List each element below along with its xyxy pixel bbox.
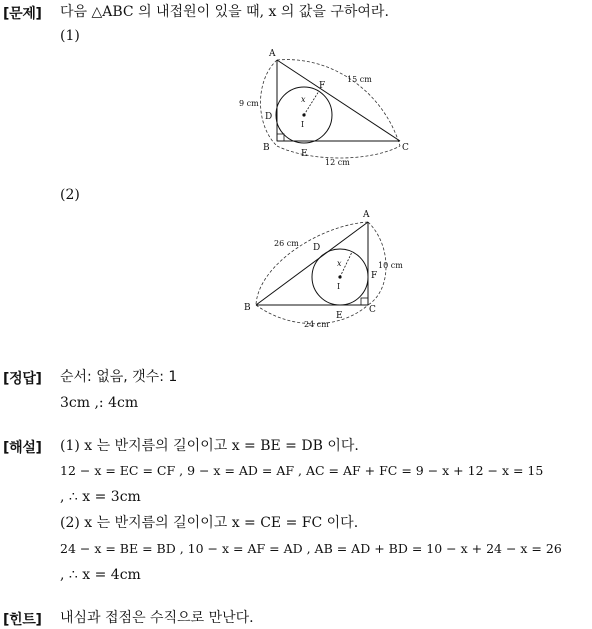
- solution-line-5: 24 − x = BE = BD , 10 − x = AF = AD , AB = AD + BD = 10 − x + 24 − x = 26: [60, 541, 562, 556]
- fig1-B: B: [263, 143, 270, 153]
- fig2-D: D: [313, 243, 321, 253]
- fig1-x: x: [301, 95, 306, 104]
- fig1-E: E: [301, 149, 308, 159]
- fig2-F: F: [371, 271, 378, 281]
- solution-line-2: 12 − x = EC = CF , 9 − x = AD = AF , AC = AF + FC = 9 − x + 12 − x = 15: [60, 463, 544, 478]
- fig2-x: x: [337, 259, 342, 268]
- fig2-I: I: [337, 282, 341, 291]
- fig2-len-bc: 24 cm: [304, 320, 329, 329]
- fig1-C: C: [402, 143, 409, 153]
- hint-text: 내심과 접점은 수직으로 만난다.: [60, 610, 254, 626]
- solution-tag: [해설]: [3, 440, 42, 456]
- fig2-C: C: [369, 305, 376, 315]
- fig1-D: D: [265, 112, 273, 122]
- solution-line-1: (1) x 는 반지름의 길이이고 x = BE = DB 이다.: [60, 438, 359, 454]
- fig2-B: B: [244, 303, 251, 313]
- hint-tag: [힌트]: [3, 612, 42, 628]
- answer-line-2: 3cm ,: 4cm: [60, 395, 139, 411]
- arc-ab: [261, 60, 278, 146]
- answer-line-1: 순서: 없음, 갯수: 1: [60, 369, 178, 385]
- fig1-I: I: [301, 120, 305, 129]
- solution-line-6: , ∴ x = 4cm: [60, 567, 141, 583]
- solution-line-4: (2) x 는 반지름의 길이이고 x = CE = FC 이다.: [60, 515, 359, 531]
- answer-tag: [정답]: [3, 371, 42, 387]
- problem-tag: [문제]: [3, 6, 42, 22]
- fig2-A: A: [363, 210, 370, 220]
- part2-label: (2): [60, 187, 80, 203]
- arc-bc: [277, 146, 400, 158]
- fig2-len-ac: 10 cm: [378, 261, 403, 270]
- figure-2: [238, 205, 418, 333]
- fig1-F: F: [319, 81, 326, 91]
- part1-label: (1): [60, 28, 80, 44]
- fig2-E: E: [336, 311, 343, 321]
- solution-line-3: , ∴ x = 3cm: [60, 489, 141, 505]
- fig2-len-ab: 26 cm: [274, 239, 299, 248]
- figure-1: [230, 44, 430, 169]
- fig1-A: A: [269, 49, 276, 59]
- fig1-len-ab: 9 cm: [239, 99, 259, 108]
- fig1-len-ac: 15 cm: [347, 75, 372, 84]
- fig1-len-bc: 12 cm: [325, 158, 350, 167]
- problem-statement: 다음 △ABC 의 내접원이 있을 때, x 의 값을 구하여라.: [60, 4, 389, 20]
